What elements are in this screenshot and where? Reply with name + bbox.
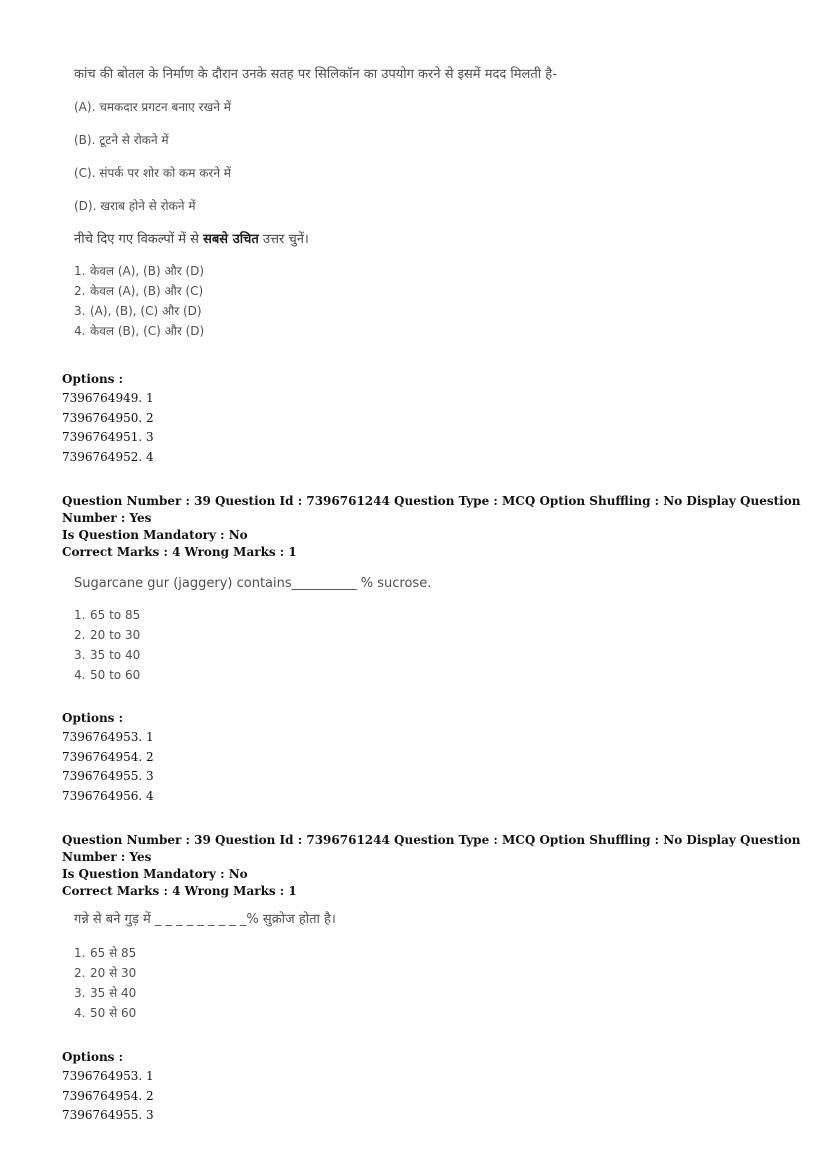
- choice-text: केवल (A), (B) और (D): [90, 264, 205, 278]
- question-3-choices: [74, 943, 336, 1023]
- choice-text: केवल (A), (B) और (C): [90, 284, 204, 298]
- choice-text: 65 से 85: [90, 946, 137, 960]
- choice-item: [74, 625, 431, 645]
- question-2-image: [74, 575, 431, 685]
- question-3-options: [62, 1048, 154, 1126]
- statement-a: (A). चमकदार प्रगटन बनाए रखने में: [74, 100, 231, 114]
- option-id: 7396764955. 3: [62, 769, 154, 783]
- question-1-choices: [74, 261, 557, 341]
- option-id: 7396764950. 2: [62, 410, 154, 425]
- choice-item: [74, 321, 557, 341]
- choice-number: 1.: [74, 264, 86, 278]
- question-1-image: [74, 66, 557, 341]
- choice-number: 2.: [74, 628, 86, 642]
- instruction-pre: नीचे दिए गए विकल्पों में से: [74, 232, 204, 247]
- choice-item: [74, 963, 336, 983]
- option-id: 7396764954. 2: [62, 749, 154, 764]
- choice-text: (A), (B), (C) और (D): [90, 304, 202, 318]
- statement-c: (C). संपर्क पर शोर को कम करने में: [74, 166, 231, 180]
- question-meta-line: Question Number : 39 Question Id : 7396761244 Question Type : MCQ Option Shuffling : No Display Question Number : Yes: [62, 833, 801, 864]
- choice-text: 50 to 60: [90, 668, 141, 682]
- choice-text: 35 से 40: [90, 986, 137, 1000]
- choice-number: 3.: [74, 304, 86, 318]
- option-id: 7396764956. 4: [62, 788, 154, 803]
- question-3-header: [62, 832, 826, 900]
- choice-number: 4.: [74, 668, 86, 682]
- question-2-choices: [74, 605, 431, 685]
- option-id: 7396764951. 3: [62, 430, 154, 444]
- choice-item: [74, 665, 431, 685]
- choice-item: [74, 261, 557, 281]
- choice-item: [74, 1003, 336, 1023]
- option-id: 7396764954. 2: [62, 1088, 154, 1103]
- question-1-options: [62, 370, 154, 467]
- choice-item: [74, 281, 557, 301]
- choice-text: 35 to 40: [90, 648, 141, 662]
- choice-text: 65 to 85: [90, 608, 141, 622]
- choice-number: 2.: [74, 284, 86, 298]
- question-mandatory-line: Is Question Mandatory : No: [62, 528, 248, 542]
- question-meta-line: Question Number : 39 Question Id : 7396761244 Question Type : MCQ Option Shuffling : No Display Question Number : Yes: [62, 494, 801, 525]
- statement-b: (B). टूटने से रोकने में: [74, 133, 169, 147]
- option-id: 7396764949. 1: [62, 391, 154, 405]
- option-id: 7396764953. 1: [62, 730, 154, 744]
- choice-number: 1.: [74, 946, 86, 960]
- choice-item: [74, 645, 431, 665]
- choice-item: [74, 983, 336, 1003]
- option-id: 7396764955. 3: [62, 1108, 154, 1122]
- option-id: 7396764953. 1: [62, 1069, 154, 1083]
- question-marks-line: Correct Marks : 4 Wrong Marks : 1: [62, 884, 297, 898]
- question-marks-line: Correct Marks : 4 Wrong Marks : 1: [62, 545, 297, 559]
- instruction-post: उत्तर चुनें।: [258, 232, 309, 247]
- choice-text: केवल (B), (C) और (D): [90, 324, 205, 338]
- question-mandatory-line: Is Question Mandatory : No: [62, 867, 248, 881]
- choice-number: 3.: [74, 648, 86, 662]
- question-2-options: [62, 709, 154, 806]
- statement-d: (D). खराब होने से रोकने में: [74, 199, 196, 213]
- choice-number: 2.: [74, 966, 86, 980]
- choice-number: 4.: [74, 324, 86, 338]
- choice-item: [74, 605, 431, 625]
- question-2-stem: Sugarcane gur (jaggery) contains__________ % sucrose.: [74, 576, 432, 591]
- option-id: 7396764952. 4: [62, 449, 154, 464]
- choice-number: 1.: [74, 608, 86, 622]
- choice-text: 50 से 60: [90, 1006, 137, 1020]
- question-3-stem: गन्ने से बने गुड़ में _ _ _ _ _ _ _ _ _% सुक्रोज होता है।: [74, 912, 336, 927]
- choice-item: [74, 943, 336, 963]
- question-2-header: [62, 493, 826, 561]
- question-3-image: [74, 911, 336, 1023]
- choice-text: 20 to 30: [90, 628, 141, 642]
- options-label: Options :: [62, 1050, 124, 1064]
- choice-text: 20 से 30: [90, 966, 137, 980]
- options-label: Options :: [62, 372, 124, 386]
- question-1-instruction: [74, 229, 557, 247]
- choice-item: [74, 301, 557, 321]
- choice-number: 4.: [74, 1006, 86, 1020]
- options-label: Options :: [62, 711, 124, 725]
- instruction-bold: सबसे उचित: [203, 232, 259, 247]
- choice-number: 3.: [74, 986, 86, 1000]
- question-1-stem: कांच की बोतल के निर्माण के दौरान उनके सतह पर सिलिकॉन का उपयोग करने से इसमें मदद मिलती है-: [74, 67, 557, 82]
